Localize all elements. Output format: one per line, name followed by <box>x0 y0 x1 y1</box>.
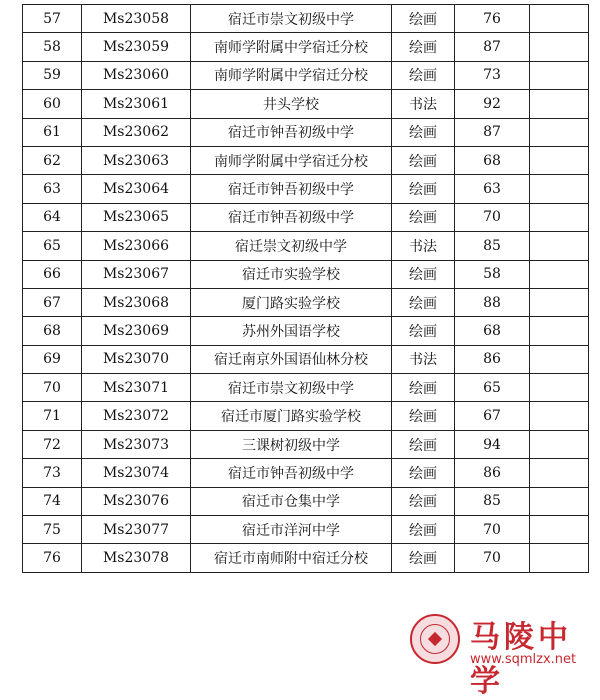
row-number-cell: 70 <box>23 374 82 402</box>
category-cell: 绘画 <box>392 260 455 288</box>
entry-id-cell: Ms23073 <box>82 430 191 458</box>
remarks-cell <box>530 544 589 572</box>
score-cell: 65 <box>455 374 530 402</box>
school-name-cell: 宿迁市钟吾初级中学 <box>191 459 392 487</box>
remarks-cell <box>530 402 589 430</box>
category-cell: 绘画 <box>392 487 455 515</box>
school-name-cell: 宿迁市崇文初级中学 <box>191 374 392 402</box>
entry-id-cell: Ms23070 <box>82 345 191 373</box>
score-cell: 92 <box>455 90 530 118</box>
remarks-cell <box>530 487 589 515</box>
category-cell: 绘画 <box>392 203 455 231</box>
school-name-cell: 宿迁崇文初级中学 <box>191 232 392 260</box>
row-number-cell: 69 <box>23 345 82 373</box>
table-row <box>23 232 589 260</box>
remarks-cell <box>530 146 589 174</box>
category-cell: 绘画 <box>392 118 455 146</box>
school-name-cell: 宿迁市南师附中宿迁分校 <box>191 544 392 572</box>
entry-id-cell: Ms23078 <box>82 544 191 572</box>
entry-id-cell: Ms23064 <box>82 175 191 203</box>
score-cell: 73 <box>455 61 530 89</box>
table-row <box>23 203 589 231</box>
remarks-cell <box>530 288 589 316</box>
category-cell: 绘画 <box>392 288 455 316</box>
entry-id-cell: Ms23063 <box>82 146 191 174</box>
table-row <box>23 175 589 203</box>
row-number-cell: 72 <box>23 430 82 458</box>
category-cell: 绘画 <box>392 402 455 430</box>
school-name-cell: 宿迁南京外国语仙林分校 <box>191 345 392 373</box>
entry-id-cell: Ms23065 <box>82 203 191 231</box>
table-row <box>23 118 589 146</box>
results-table-body <box>23 5 589 573</box>
school-name-cell: 井头学校 <box>191 90 392 118</box>
table-row <box>23 345 589 373</box>
table-row <box>23 430 589 458</box>
row-number-cell: 65 <box>23 232 82 260</box>
score-cell: 87 <box>455 118 530 146</box>
school-name-cell: 南师学附属中学宿迁分校 <box>191 33 392 61</box>
table-row <box>23 33 589 61</box>
table-row <box>23 516 589 544</box>
score-cell: 68 <box>455 317 530 345</box>
score-cell: 63 <box>455 175 530 203</box>
remarks-cell <box>530 61 589 89</box>
school-name-cell: 三课树初级中学 <box>191 430 392 458</box>
score-cell: 85 <box>455 487 530 515</box>
remarks-cell <box>530 175 589 203</box>
row-number-cell: 61 <box>23 118 82 146</box>
score-cell: 70 <box>455 203 530 231</box>
score-cell: 88 <box>455 288 530 316</box>
table-row <box>23 544 589 572</box>
entry-id-cell: Ms23059 <box>82 33 191 61</box>
remarks-cell <box>530 430 589 458</box>
row-number-cell: 76 <box>23 544 82 572</box>
row-number-cell: 75 <box>23 516 82 544</box>
score-cell: 68 <box>455 146 530 174</box>
entry-id-cell: Ms23066 <box>82 232 191 260</box>
category-cell: 绘画 <box>392 317 455 345</box>
school-name-cell: 宿迁市钟吾初级中学 <box>191 118 392 146</box>
row-number-cell: 57 <box>23 5 82 33</box>
remarks-cell <box>530 516 589 544</box>
entry-id-cell: Ms23060 <box>82 61 191 89</box>
category-cell: 绘画 <box>392 33 455 61</box>
category-cell: 绘画 <box>392 175 455 203</box>
school-name-cell: 南师学附属中学宿迁分校 <box>191 61 392 89</box>
school-watermark <box>410 612 596 699</box>
category-cell: 书法 <box>392 90 455 118</box>
remarks-cell <box>530 232 589 260</box>
school-name-cell: 宿迁市厦门路实验学校 <box>191 402 392 430</box>
category-cell: 绘画 <box>392 374 455 402</box>
table-row <box>23 288 589 316</box>
table-row <box>23 487 589 515</box>
school-name-cell: 宿迁市崇文初级中学 <box>191 5 392 33</box>
category-cell: 绘画 <box>392 61 455 89</box>
row-number-cell: 73 <box>23 459 82 487</box>
school-name-cell: 宿迁市钟吾初级中学 <box>191 175 392 203</box>
remarks-cell <box>530 118 589 146</box>
row-number-cell: 74 <box>23 487 82 515</box>
row-number-cell: 63 <box>23 175 82 203</box>
remarks-cell <box>530 5 589 33</box>
row-number-cell: 59 <box>23 61 82 89</box>
watermark-school-name: 马陵中学 <box>470 620 572 699</box>
school-name-cell: 宿迁市实验学校 <box>191 260 392 288</box>
category-cell: 书法 <box>392 232 455 260</box>
row-number-cell: 60 <box>23 90 82 118</box>
entry-id-cell: Ms23058 <box>82 5 191 33</box>
table-row <box>23 317 589 345</box>
remarks-cell <box>530 33 589 61</box>
remarks-cell <box>530 374 589 402</box>
table-row <box>23 260 589 288</box>
score-cell: 85 <box>455 232 530 260</box>
score-cell: 76 <box>455 5 530 33</box>
remarks-cell <box>530 459 589 487</box>
remarks-cell <box>530 317 589 345</box>
table-row <box>23 146 589 174</box>
row-number-cell: 62 <box>23 146 82 174</box>
results-table <box>22 4 589 573</box>
entry-id-cell: Ms23061 <box>82 90 191 118</box>
category-cell: 绘画 <box>392 146 455 174</box>
entry-id-cell: Ms23074 <box>82 459 191 487</box>
table-row <box>23 459 589 487</box>
category-cell: 书法 <box>392 345 455 373</box>
table-row <box>23 374 589 402</box>
entry-id-cell: Ms23072 <box>82 402 191 430</box>
table-row <box>23 90 589 118</box>
entry-id-cell: Ms23062 <box>82 118 191 146</box>
score-cell: 86 <box>455 345 530 373</box>
row-number-cell: 67 <box>23 288 82 316</box>
remarks-cell <box>530 345 589 373</box>
remarks-cell <box>530 90 589 118</box>
score-cell: 58 <box>455 260 530 288</box>
entry-id-cell: Ms23077 <box>82 516 191 544</box>
entry-id-cell: Ms23071 <box>82 374 191 402</box>
watermark-url: www.sqmlzx.net <box>470 652 577 667</box>
entry-id-cell: Ms23067 <box>82 260 191 288</box>
school-name-cell: 厦门路实验学校 <box>191 288 392 316</box>
score-cell: 70 <box>455 516 530 544</box>
category-cell: 绘画 <box>392 5 455 33</box>
row-number-cell: 71 <box>23 402 82 430</box>
entry-id-cell: Ms23068 <box>82 288 191 316</box>
remarks-cell <box>530 260 589 288</box>
entry-id-cell: Ms23069 <box>82 317 191 345</box>
remarks-cell <box>530 203 589 231</box>
score-cell: 70 <box>455 544 530 572</box>
row-number-cell: 58 <box>23 33 82 61</box>
score-cell: 86 <box>455 459 530 487</box>
category-cell: 绘画 <box>392 459 455 487</box>
category-cell: 绘画 <box>392 430 455 458</box>
score-cell: 67 <box>455 402 530 430</box>
school-name-cell: 南师学附属中学宿迁分校 <box>191 146 392 174</box>
score-cell: 87 <box>455 33 530 61</box>
school-name-cell: 宿迁市钟吾初级中学 <box>191 203 392 231</box>
row-number-cell: 64 <box>23 203 82 231</box>
school-name-cell: 宿迁市仓集中学 <box>191 487 392 515</box>
row-number-cell: 66 <box>23 260 82 288</box>
table-row <box>23 61 589 89</box>
school-seal-icon <box>410 614 460 664</box>
category-cell: 绘画 <box>392 544 455 572</box>
entry-id-cell: Ms23076 <box>82 487 191 515</box>
school-name-cell: 苏州外国语学校 <box>191 317 392 345</box>
table-row <box>23 402 589 430</box>
category-cell: 绘画 <box>392 516 455 544</box>
school-name-cell: 宿迁市洋河中学 <box>191 516 392 544</box>
table-row <box>23 5 589 33</box>
score-cell: 94 <box>455 430 530 458</box>
row-number-cell: 68 <box>23 317 82 345</box>
